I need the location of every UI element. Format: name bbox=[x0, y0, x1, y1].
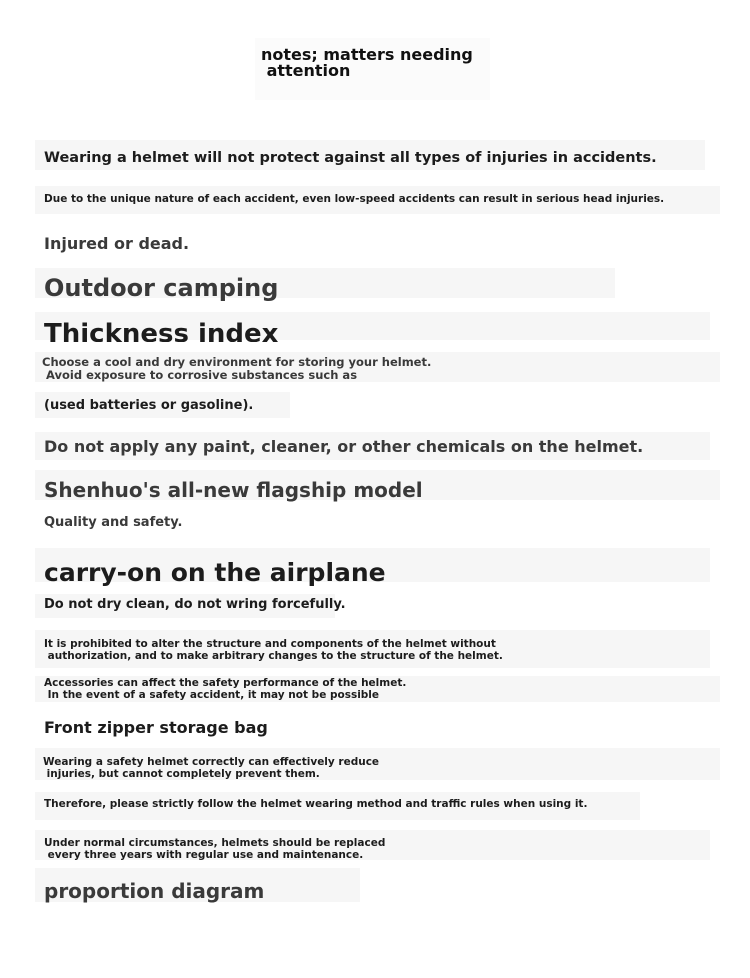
warning-line: Wearing a helmet will not protect against all types of injuries in accidents. bbox=[44, 150, 657, 166]
care-instruction: Do not dry clean, do not wring forcefully. bbox=[44, 597, 346, 612]
section-heading: Thickness index bbox=[44, 320, 279, 342]
section-heading: Shenhuo's all-new flagship model bbox=[44, 478, 423, 502]
modification-warning: It is prohibited to alter the structure and components of the helmet without authorization, and to make arbitrary changes to the structure of the helmet. bbox=[44, 638, 503, 662]
care-instruction: Quality and safety. bbox=[44, 515, 183, 530]
storage-instruction: Choose a cool and dry environment for storing your helmet. Avoid exposure to corrosive substances such as bbox=[42, 355, 432, 382]
page-title: notes; matters needing attention bbox=[261, 45, 473, 80]
section-heading: Front zipper storage bag bbox=[44, 718, 268, 737]
care-instruction: Do not apply any paint, cleaner, or other chemicals on the helmet. bbox=[44, 437, 644, 456]
warning-line: Injured or dead. bbox=[44, 234, 190, 253]
clipped-heading-container bbox=[40, 320, 340, 342]
wearing-note: Wearing a safety helmet correctly can effectively reduce injuries, but cannot completely prevent them. bbox=[43, 756, 380, 780]
warning-line: Due to the unique nature of each accident, even low-speed accidents can result in serious head injuries. bbox=[44, 193, 665, 205]
storage-instruction: (used batteries or gasoline). bbox=[44, 398, 254, 413]
section-heading: Outdoor camping bbox=[44, 274, 279, 302]
wearing-note: Therefore, please strictly follow the helmet wearing method and traffic rules when using it. bbox=[44, 798, 588, 810]
accessory-warning: Accessories can affect the safety performance of the helmet. In the event of a safety accident, it may not be possible bbox=[44, 677, 407, 701]
section-heading: proportion diagram bbox=[44, 879, 265, 903]
replacement-note: Under normal circumstances, helmets should be replaced every three years with regular use and maintenance. bbox=[44, 837, 386, 861]
section-heading: carry-on on the airplane bbox=[44, 558, 386, 587]
